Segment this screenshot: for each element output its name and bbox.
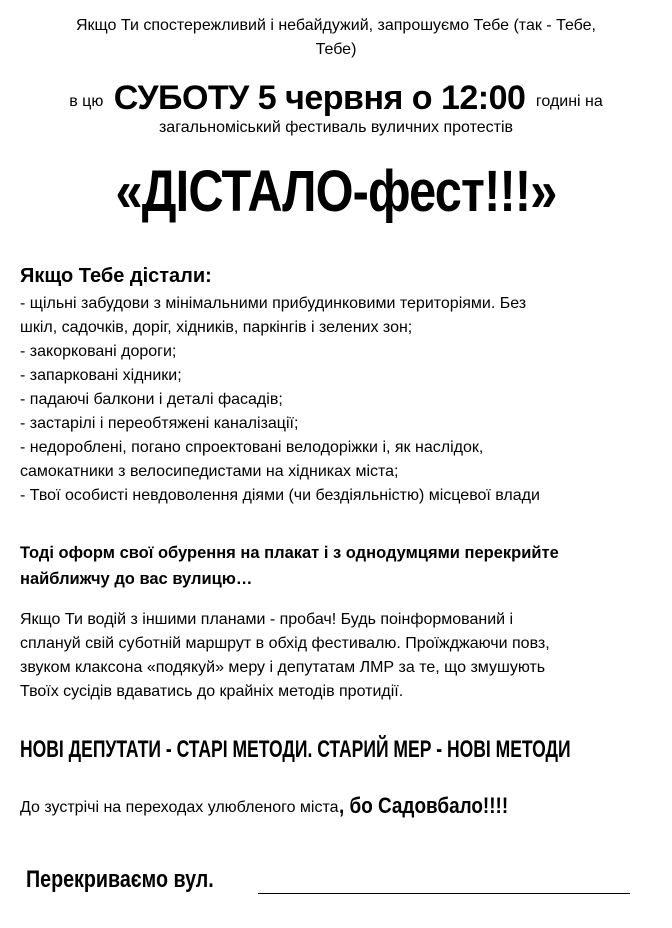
street-block-label: Перекриваємо вул. [26,866,214,893]
festival-type: загальноміський фестиваль вуличних протестів [158,119,514,136]
driver-note-line: Якщо Ти водій з іншими планами - пробач! Будь поінформований і [20,611,514,628]
grievance-line: - Твої особисті невдоволення діями (чи бездіяльністю) місцевої влади [20,487,540,504]
grievance-line: - щільні забудови з мінімальними прибудинковими територіями. Без [20,295,527,312]
call-to-action-line-2: найближчу до вас вулицю… [20,570,253,588]
grievance-line: шкіл, садочків, доріг, хідників, паркінгів і зелених зон; [20,319,413,336]
grievance-line: - недороблені, погано спроектовані велодоріжки і, як наслідок, [20,439,484,456]
intro-line-1: Якщо Ти спостережливий і небайдужий, запрошуємо Тебе (так - Тебе, [75,17,596,34]
meeting-ending: , бо Садовбало!!!! [338,793,508,818]
event-date-suffix: годині на [535,93,603,110]
grievances-heading: Якщо Тебе дістали: [20,265,212,287]
grievance-line: самокатники з велосипедистами на хідниках міста; [20,463,399,480]
meeting-text: До зустрічі на переходах улюбленого міста [20,799,339,816]
event-date-line [0,80,672,120]
street-block-row [26,864,636,898]
slogan: НОВІ ДЕПУТАТИ - СТАРІ МЕТОДИ. СТАРИЙ МЕР - НОВІ МЕТОДИ [20,736,571,763]
call-to-action [20,540,656,592]
intro-line-2: Тебе) [315,41,357,58]
festival-title: «ДІСТАЛО-фест!!!» [115,159,557,224]
grievance-line: - закорковані дороги; [20,343,177,360]
grievance-line: - запарковані хідники; [20,367,182,384]
driver-note-line: звуком клаксона «подякуй» меру і депутатам ЛМР за те, що змушують [20,659,546,676]
driver-note-line: Твоїх сусідів вдаватись до крайніх методів протидії. [20,683,404,700]
street-name-blank-line [258,893,630,894]
driver-note-line: сплануй свій суботній маршрут в обхід фестивалю. Проїжджаючи повз, [20,635,550,652]
meeting-line [20,790,660,824]
event-date-prefix: в цю [69,93,104,110]
call-to-action-line-1: Тоді оформ свої обурення на плакат і з однодумцями перекрийте [20,544,559,562]
grievance-line: - застарілі і переобтяжені каналізації; [20,415,299,432]
driver-note [20,608,656,704]
intro-invitation [20,14,652,62]
grievance-line: - падаючі балкони і деталі фасадів; [20,391,283,408]
event-datetime: СУБОТУ 5 червня о 12:00 [113,79,526,117]
grievances-section [20,262,656,508]
